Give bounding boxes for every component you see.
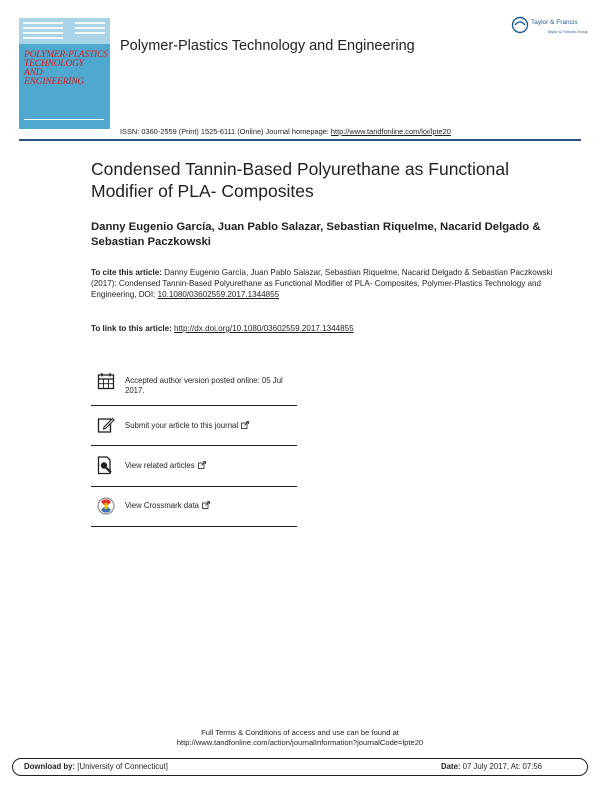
publisher-logo-subtext: Taylor & Francis Group: [547, 29, 588, 34]
cover-text-lines: [23, 22, 63, 42]
journal-cover: [19, 18, 110, 129]
submit-article-label: Submit your article to this journal: [125, 421, 239, 430]
article-link-line: [91, 324, 561, 335]
search-icon: [97, 456, 115, 475]
terms-notice: [0, 728, 600, 748]
article-title: Condensed Tannin-Based Polyurethane as Functional Modifier of PLA- Composites: [91, 159, 510, 201]
submit-article-link[interactable]: [125, 421, 249, 431]
calendar-icon: [97, 372, 115, 390]
external-link-icon: [198, 461, 206, 469]
accepted-version-text: Accepted author version posted online: 05 Jul 2017.: [125, 376, 283, 395]
download-label: Download by:: [24, 762, 76, 771]
accepted-version-item: [91, 364, 297, 406]
citation-block: [91, 268, 561, 300]
crossmark-link[interactable]: [125, 501, 210, 511]
download-value: [University of Connecticut]: [75, 762, 168, 771]
header-divider: [19, 139, 581, 141]
download-info-bar: [12, 758, 588, 776]
download-date: [441, 759, 542, 775]
article-actions: [91, 364, 297, 527]
date-label: Date:: [441, 762, 461, 771]
crossmark-icon: [97, 497, 115, 515]
citation-doi-link[interactable]: 10.1080/03602559.2017.1344855: [157, 289, 280, 299]
related-articles-label: View related articles: [125, 461, 195, 470]
terms-line-1: Full Terms & Conditions of access and use can be found at: [201, 728, 399, 737]
cover-title: POLYMER-PLASTICS TECHNOLOGY AND ENGINEERING: [24, 50, 108, 87]
crossmark-label: View Crossmark data: [125, 501, 199, 510]
journal-homepage-link[interactable]: http://www.tandfonline.com/loi/lpte20: [330, 127, 451, 136]
publisher-logo[interactable]: [511, 16, 586, 38]
journal-title: Polymer-Plastics Technology and Engineering: [120, 38, 415, 54]
issn-text: ISSN: 0360-2559 (Print) 1525-6111 (Online) Journal homepage:: [120, 127, 331, 136]
article-doi-link[interactable]: http://dx.doi.org/10.1080/03602559.2017.1344855: [174, 324, 354, 333]
submit-article-item[interactable]: [91, 406, 297, 446]
cover-editor-line: [24, 119, 104, 129]
citation-text: Danny Eugenio García, Juan Pablo Salazar, Sebastian Riquelme, Nacarid Delgado & Sebastian Paczkowski (2017): Condensed Tannin-Based Polyurethane as Functional Modifier of PLA- Composites, Polymer-Plastics Technology and Engineering, DOI:: [91, 268, 553, 299]
external-link-icon: [241, 421, 249, 429]
download-info: [24, 759, 168, 775]
issn-line: [120, 127, 451, 136]
pencil-icon: [97, 416, 115, 434]
crossmark-item[interactable]: [91, 487, 297, 527]
related-articles-item[interactable]: [91, 446, 297, 487]
related-articles-link[interactable]: [125, 461, 206, 471]
terms-link[interactable]: http://www.tandfonline.com/action/journalInformation?journalCode=lpte20: [176, 738, 424, 747]
publisher-logo-text: Taylor & Francis: [531, 19, 578, 26]
citation-label: To cite this article:: [91, 268, 162, 277]
article-authors: Danny Eugenio García, Juan Pablo Salazar, Sebastian Riquelme, Nacarid Delgado & Sebastian Paczkowski: [91, 221, 541, 248]
cover-volume-lines: [75, 22, 105, 37]
date-value: 07 July 2017, At: 07:56: [460, 762, 542, 771]
external-link-icon: [202, 501, 210, 509]
publisher-logo-icon: [511, 16, 529, 34]
article-link-label: To link to this article:: [91, 324, 175, 333]
